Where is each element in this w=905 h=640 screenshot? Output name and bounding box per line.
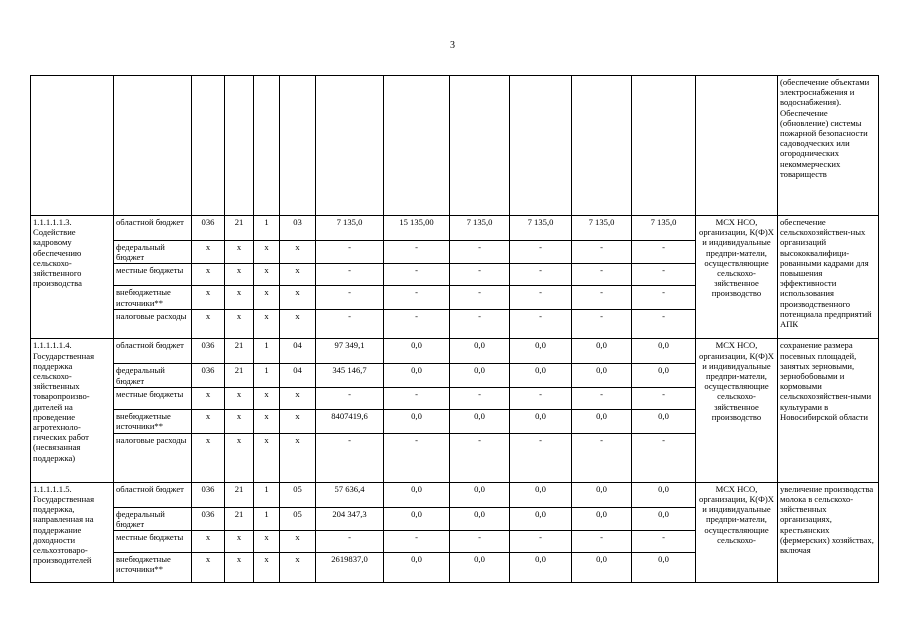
page-number: 3: [450, 40, 455, 51]
code-pp: х: [254, 310, 280, 339]
responsible-executor: МСХ НСО, организации, К(Ф)Х и индивидуальные предпри-матели, осуществляющие сельскохо-зяйственное производство: [696, 216, 778, 339]
value-year-5: -: [572, 433, 632, 482]
code-measure: 05: [280, 482, 316, 507]
code-pp: х: [254, 241, 280, 264]
value-year-2: 0,0: [384, 339, 450, 364]
value-year-4: -: [510, 433, 572, 482]
code-measure: 05: [280, 507, 316, 530]
code-gp: х: [225, 553, 254, 583]
value-year-6: 0,0: [632, 507, 696, 530]
table-row: [31, 482, 879, 507]
expected-result: обеспечение сельскохозяйствен-ных организаций высококвалифици-рованными кадрами для повышения эффективности использования производственного потенциала предприятий АПК: [778, 216, 879, 339]
code-measure: 04: [280, 339, 316, 364]
funding-source: налоговые расходы: [114, 310, 192, 339]
code-grbs: х: [192, 387, 225, 409]
funding-source: местные бюджеты: [114, 264, 192, 286]
code-grbs: х: [192, 433, 225, 482]
measure-name: Государственная поддержка, направленная на поддержание доходности сельхозтоваро-производителей: [33, 494, 95, 566]
value-year-4: 0,0: [510, 339, 572, 364]
continuation-row: [31, 76, 879, 216]
value-year-5: 0,0: [572, 482, 632, 507]
code-grbs: х: [192, 310, 225, 339]
value-year-4: 0,0: [510, 507, 572, 530]
value-year-5: 0,0: [572, 339, 632, 364]
code-grbs: х: [192, 409, 225, 433]
value-year-3: 0,0: [450, 409, 510, 433]
funding-source: налоговые расходы: [114, 433, 192, 482]
code-pp: х: [254, 264, 280, 286]
code-pp: 1: [254, 216, 280, 241]
cell-empty: [510, 76, 572, 216]
code-gp: х: [225, 241, 254, 264]
value-year-1: 345 146,7: [316, 364, 384, 387]
cell-empty: [316, 76, 384, 216]
value-year-2: -: [384, 387, 450, 409]
measure-code: 1.1.1.1.1.3.: [33, 217, 72, 227]
code-gp: 21: [225, 507, 254, 530]
value-year-4: -: [510, 310, 572, 339]
value-year-3: -: [450, 264, 510, 286]
value-year-4: -: [510, 387, 572, 409]
cell-empty: [31, 76, 114, 216]
value-year-6: -: [632, 310, 696, 339]
code-grbs: х: [192, 241, 225, 264]
funding-source: областной бюджет: [114, 216, 192, 241]
value-year-6: 7 135,0: [632, 216, 696, 241]
code-measure: х: [280, 264, 316, 286]
value-year-3: 0,0: [450, 507, 510, 530]
cell-empty: [696, 76, 778, 216]
code-measure: х: [280, 531, 316, 553]
code-grbs: 036: [192, 507, 225, 530]
value-year-6: -: [632, 433, 696, 482]
value-year-3: -: [450, 387, 510, 409]
cell-empty: [280, 76, 316, 216]
value-year-2: -: [384, 531, 450, 553]
responsible-executor: МСХ НСО, организации, К(Ф)Х и индивидуальные предпри-матели, осуществляющие сельскохо-зяйственное производство: [696, 339, 778, 482]
code-pp: х: [254, 409, 280, 433]
code-gp: 21: [225, 216, 254, 241]
value-year-3: -: [450, 310, 510, 339]
expected-result: сохранение размера посевных площадей, занятых зерновыми, зернобобовыми и кормовыми сельскохозяйствен-ными культурами в Новосибирской области: [778, 339, 879, 482]
value-year-1: 204 347,3: [316, 507, 384, 530]
value-year-1: 57 636,4: [316, 482, 384, 507]
code-grbs: 036: [192, 364, 225, 387]
value-year-5: 7 135,0: [572, 216, 632, 241]
code-measure: х: [280, 310, 316, 339]
value-year-5: 0,0: [572, 364, 632, 387]
code-gp: х: [225, 286, 254, 310]
code-grbs: х: [192, 531, 225, 553]
cell-empty: [450, 76, 510, 216]
code-measure: х: [280, 387, 316, 409]
measures-table: [30, 75, 879, 583]
value-year-5: -: [572, 264, 632, 286]
cell-empty: [225, 76, 254, 216]
code-grbs: х: [192, 286, 225, 310]
value-year-1: -: [316, 433, 384, 482]
value-year-1: -: [316, 310, 384, 339]
value-year-4: -: [510, 286, 572, 310]
value-year-4: 0,0: [510, 482, 572, 507]
value-year-5: -: [572, 531, 632, 553]
value-year-5: 0,0: [572, 409, 632, 433]
value-year-2: -: [384, 241, 450, 264]
code-measure: 04: [280, 364, 316, 387]
value-year-6: 0,0: [632, 409, 696, 433]
measure-cell: [31, 216, 114, 339]
funding-source: федеральный бюджет: [114, 507, 192, 530]
funding-source: федеральный бюджет: [114, 241, 192, 264]
funding-source: областной бюджет: [114, 482, 192, 507]
code-gp: 21: [225, 339, 254, 364]
value-year-1: -: [316, 286, 384, 310]
code-gp: х: [225, 409, 254, 433]
code-pp: х: [254, 553, 280, 583]
code-gp: х: [225, 387, 254, 409]
value-year-4: 0,0: [510, 409, 572, 433]
value-year-6: -: [632, 264, 696, 286]
value-year-4: 7 135,0: [510, 216, 572, 241]
code-measure: х: [280, 433, 316, 482]
value-year-3: -: [450, 286, 510, 310]
value-year-4: 0,0: [510, 364, 572, 387]
code-grbs: х: [192, 264, 225, 286]
value-year-6: 0,0: [632, 364, 696, 387]
measure-code: 1.1.1.1.1.5.: [33, 483, 72, 494]
value-year-1: 97 349,1: [316, 339, 384, 364]
value-year-5: -: [572, 387, 632, 409]
code-pp: х: [254, 433, 280, 482]
value-year-1: 7 135,0: [316, 216, 384, 241]
table-row: [31, 339, 879, 364]
code-gp: х: [225, 310, 254, 339]
funding-source: федеральный бюджет: [114, 364, 192, 387]
funding-source: внебюджетные источники**: [114, 553, 192, 583]
value-year-2: 0,0: [384, 482, 450, 507]
value-year-2: -: [384, 310, 450, 339]
value-year-1: -: [316, 241, 384, 264]
funding-source: внебюджетные источники**: [114, 409, 192, 433]
value-year-2: 15 135,00: [384, 216, 450, 241]
value-year-6: -: [632, 241, 696, 264]
value-year-2: 0,0: [384, 507, 450, 530]
value-year-6: 0,0: [632, 339, 696, 364]
value-year-4: -: [510, 241, 572, 264]
measure-name: Содействие кадровому обеспечению сельскохо-зяйственного производства: [33, 227, 82, 289]
continuation-result: (обеспечение объектами электроснабжения и водоснабжения). Обеспечение (обновление) системы пожарной безопасности садоводческих или огороднических некоммерческих товариществ: [778, 76, 879, 216]
code-measure: х: [280, 241, 316, 264]
code-measure: х: [280, 286, 316, 310]
code-gp: 21: [225, 364, 254, 387]
cell-empty: [572, 76, 632, 216]
code-gp: х: [225, 531, 254, 553]
value-year-6: 0,0: [632, 553, 696, 583]
code-gp: 21: [225, 482, 254, 507]
value-year-3: 0,0: [450, 339, 510, 364]
value-year-2: 0,0: [384, 553, 450, 583]
value-year-4: -: [510, 264, 572, 286]
value-year-3: -: [450, 531, 510, 553]
value-year-6: -: [632, 286, 696, 310]
value-year-3: 0,0: [450, 364, 510, 387]
funding-source: областной бюджет: [114, 339, 192, 364]
measure-code: 1.1.1.1.1.4.: [33, 340, 72, 351]
code-pp: 1: [254, 364, 280, 387]
value-year-6: -: [632, 387, 696, 409]
code-measure: 03: [280, 216, 316, 241]
value-year-2: -: [384, 264, 450, 286]
funding-source: внебюджетные источники**: [114, 286, 192, 310]
code-grbs: 036: [192, 482, 225, 507]
value-year-2: -: [384, 286, 450, 310]
cell-empty: [192, 76, 225, 216]
funding-source: местные бюджеты: [114, 531, 192, 553]
value-year-5: -: [572, 286, 632, 310]
code-pp: х: [254, 531, 280, 553]
cell-empty: [632, 76, 696, 216]
value-year-1: -: [316, 387, 384, 409]
value-year-1: 2619837,0: [316, 553, 384, 583]
code-grbs: 036: [192, 339, 225, 364]
table-row: [31, 216, 879, 241]
cell-empty: [254, 76, 280, 216]
funding-source: местные бюджеты: [114, 387, 192, 409]
value-year-1: -: [316, 264, 384, 286]
value-year-3: 7 135,0: [450, 216, 510, 241]
cell-empty: [384, 76, 450, 216]
value-year-6: 0,0: [632, 482, 696, 507]
value-year-5: -: [572, 241, 632, 264]
code-measure: х: [280, 409, 316, 433]
measure-cell: [31, 482, 114, 582]
value-year-3: 0,0: [450, 482, 510, 507]
code-pp: х: [254, 387, 280, 409]
value-year-2: 0,0: [384, 409, 450, 433]
value-year-1: -: [316, 531, 384, 553]
measure-name: Государственная поддержка сельскохо-зяйственных товаропроизво-дителей на проведение агротехноло-гических работ (несвязанная поддержка): [33, 350, 95, 463]
code-pp: 1: [254, 339, 280, 364]
code-pp: 1: [254, 507, 280, 530]
code-grbs: 036: [192, 216, 225, 241]
value-year-3: -: [450, 241, 510, 264]
value-year-3: 0,0: [450, 553, 510, 583]
code-grbs: х: [192, 553, 225, 583]
code-pp: х: [254, 286, 280, 310]
value-year-4: 0,0: [510, 553, 572, 583]
responsible-executor: МСХ НСО, организации, К(Ф)Х и индивидуальные предпри-матели, осуществляющие сельскохо-: [696, 482, 778, 582]
value-year-5: 0,0: [572, 553, 632, 583]
value-year-2: 0,0: [384, 364, 450, 387]
value-year-5: -: [572, 310, 632, 339]
measure-cell: [31, 339, 114, 482]
expected-result: увеличение производства молока в сельскохо-зяйственных организациях, крестьянских (фермерских) хозяйствах, включая: [778, 482, 879, 582]
value-year-2: -: [384, 433, 450, 482]
value-year-1: 8407419,6: [316, 409, 384, 433]
code-gp: х: [225, 433, 254, 482]
code-gp: х: [225, 264, 254, 286]
value-year-6: -: [632, 531, 696, 553]
cell-empty: [114, 76, 192, 216]
value-year-3: -: [450, 433, 510, 482]
value-year-5: 0,0: [572, 507, 632, 530]
code-pp: 1: [254, 482, 280, 507]
code-measure: х: [280, 553, 316, 583]
value-year-4: -: [510, 531, 572, 553]
